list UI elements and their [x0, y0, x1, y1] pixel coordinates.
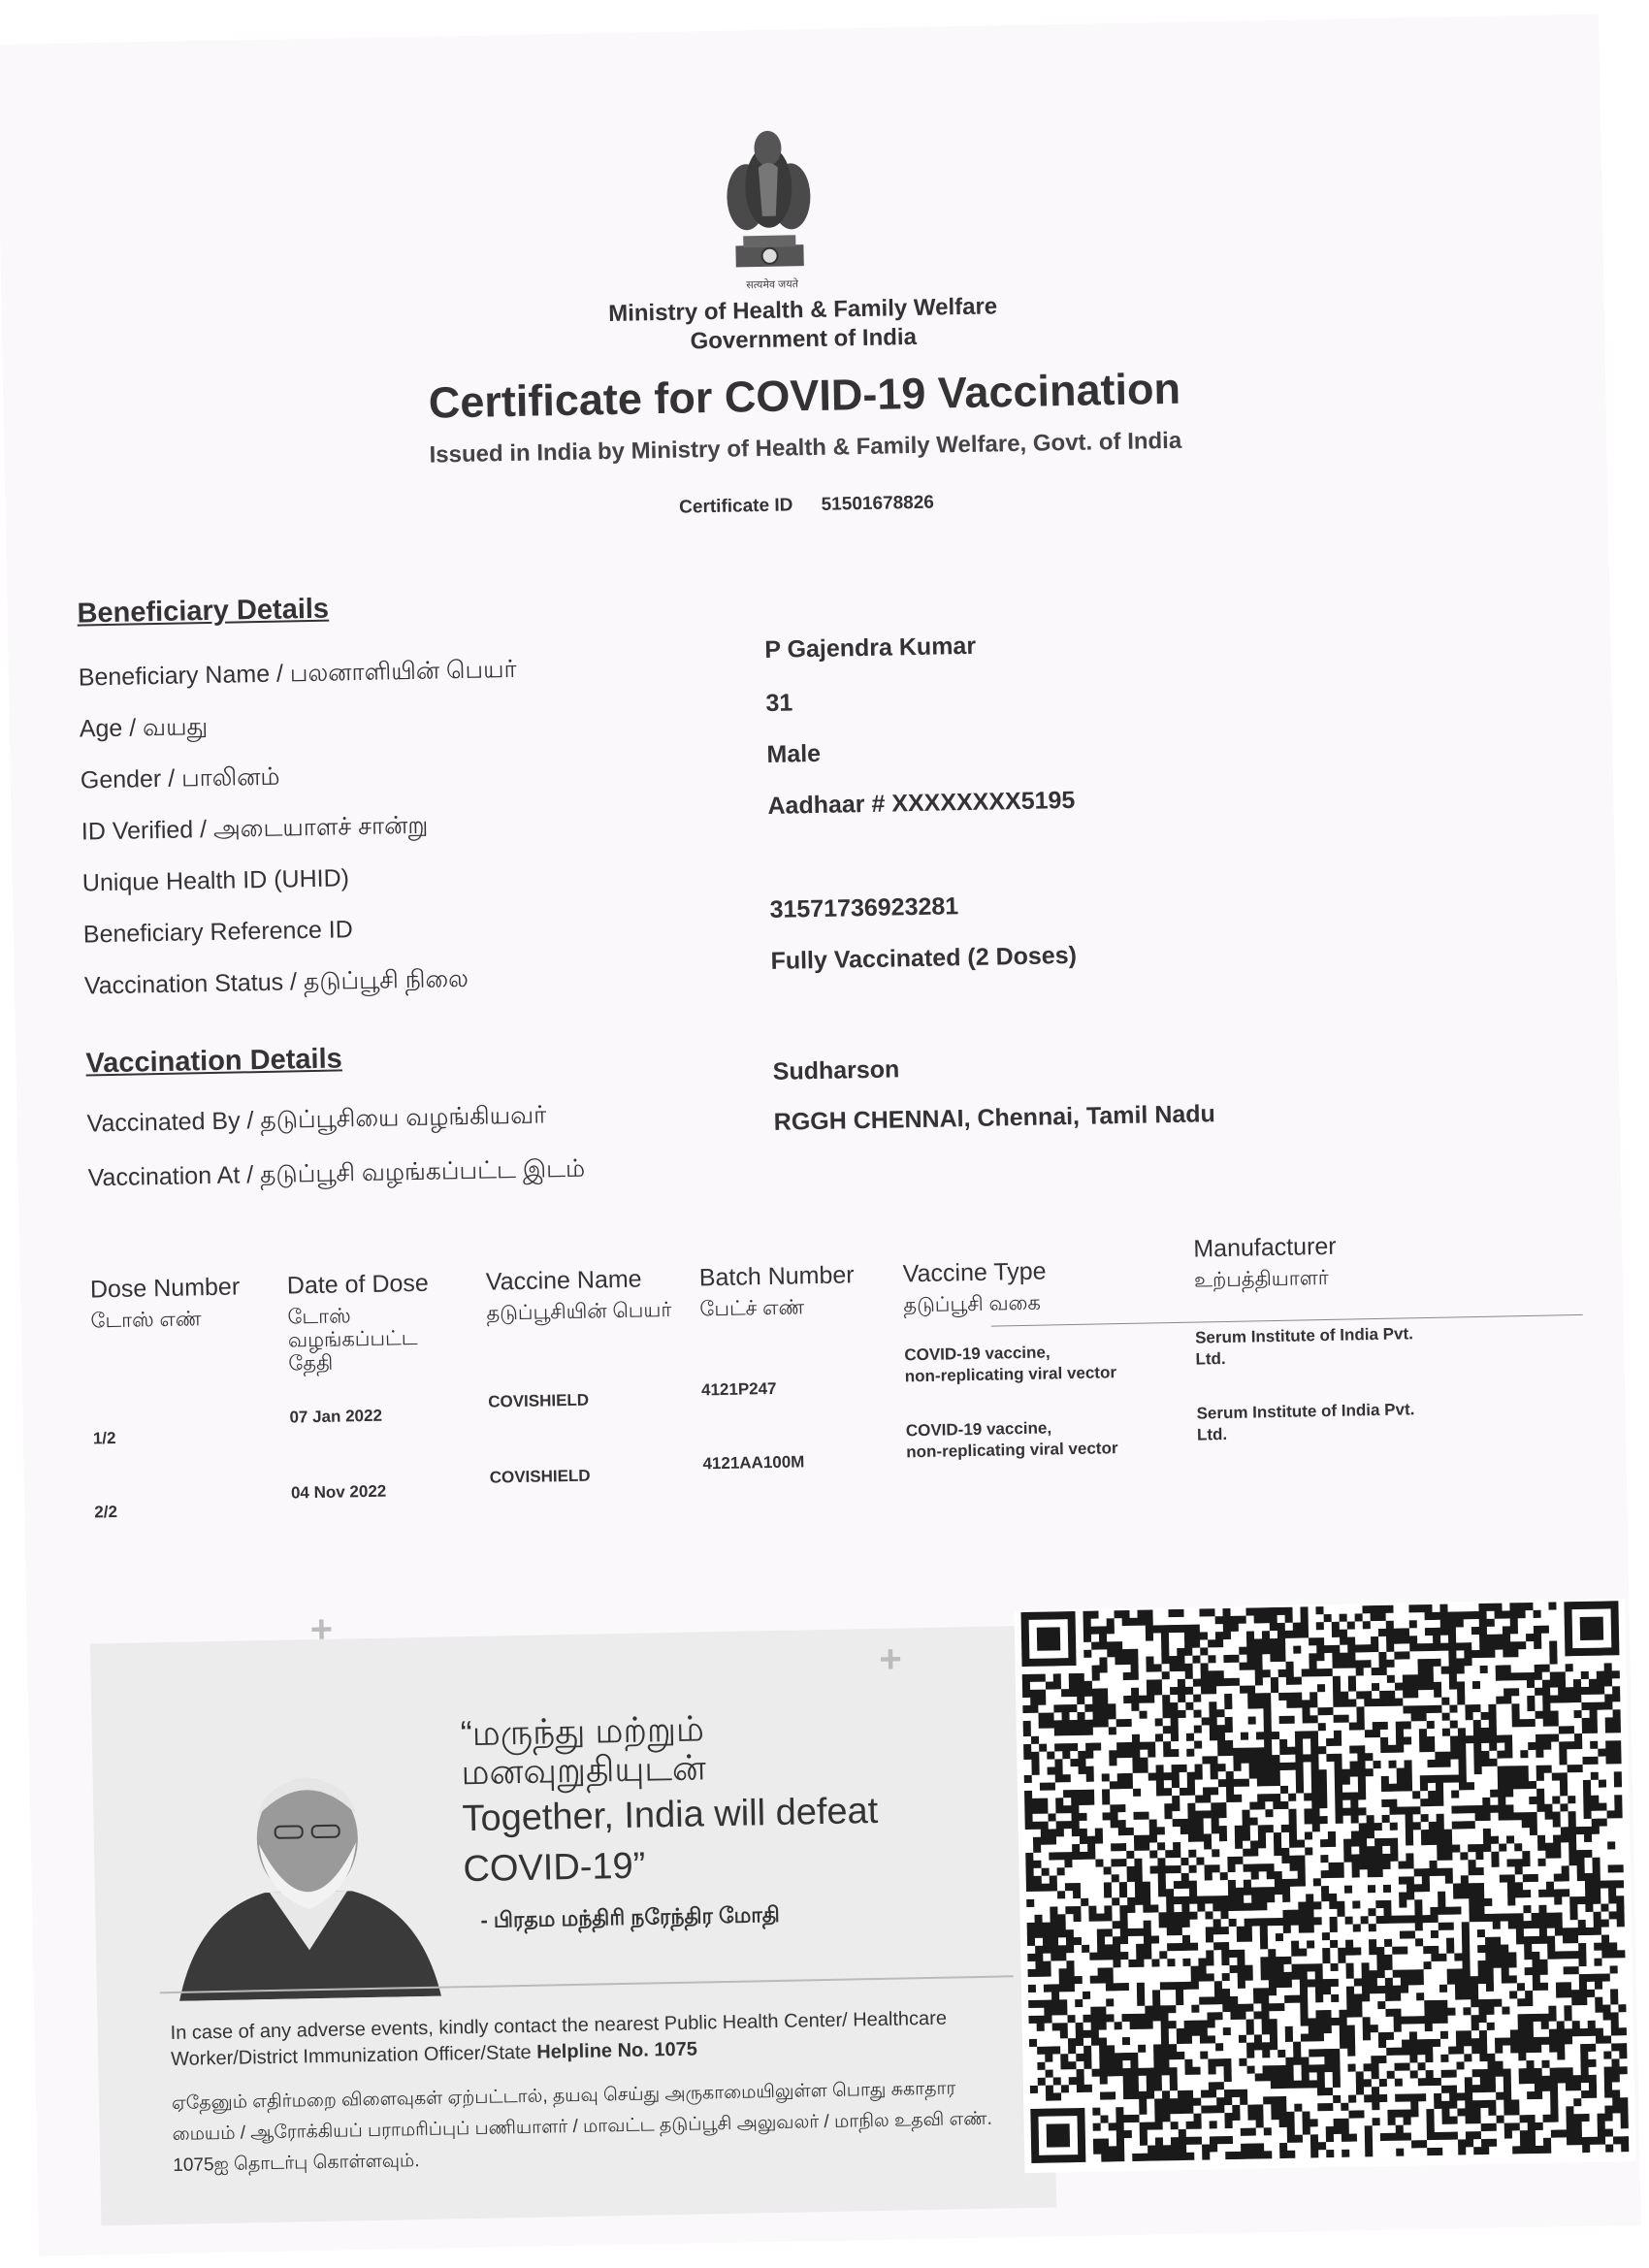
beneficiary-details-heading: Beneficiary Details	[77, 593, 330, 630]
adverse-events-notice-tamil: ஏதேனும் எதிர்மறை விளைவுகள் ஏற்பட்டால், தயவு செய்து அருகாமையிலுள்ள பொது சுகாதார மையம் / ஆரோக்கியப் பராமரிப்புப் பணியாளர் / மாவட்ட தடுப்பூசி அலுவலர் / மாநில உதவி எண். 1075ஐ தொடர்பு கொள்ளவும்.	[171, 2078, 992, 2176]
quote-tamil: “மருந்து மற்றும் மனவுறுதியுடன்	[460, 1708, 707, 1793]
vaccination-details-heading: Vaccination Details	[85, 1043, 343, 1080]
verification-qr-code	[1014, 1599, 1635, 2173]
vaccinated-by-value: Sudharson	[772, 1055, 900, 1085]
vaccination-at-label: Vaccination At / தடுப்பூசி வழங்கப்பட்ட இடம்	[87, 1154, 586, 1192]
vaccinated-by-label: Vaccinated By / தடுப்பூசியை வழங்கியவர்	[86, 1101, 547, 1138]
gender-label: Gender / பாலினம்	[80, 762, 280, 794]
manufacturer-cell: Serum Institute of India Pvt. Ltd.	[1196, 1400, 1415, 1444]
dose-number-header: Dose Number டோஸ் எண்	[89, 1273, 241, 1333]
vaccine-type-cell: COVID-19 vaccine, non-replicating viral vector	[905, 1418, 1118, 1462]
vaccine-name-cell: COVISHIELD	[488, 1390, 590, 1411]
beneficiary-reference-id-label: Beneficiary Reference ID	[82, 916, 354, 949]
vaccine-name-header: Vaccine Name தடுப்பூசியின் பெயர்	[485, 1265, 672, 1325]
batch-number-header: Batch Number பேட்ச் எண்	[698, 1261, 855, 1321]
certificate-title: Certificate for COVID-19 Vaccination	[428, 363, 1181, 428]
national-emblem-icon	[714, 118, 824, 285]
dose-number-cell: 1/2	[92, 1428, 116, 1448]
id-verified-value: Aadhaar # XXXXXXXX5195	[767, 786, 1076, 820]
adverse-events-notice-english: In case of any adverse events, kindly contact the nearest Public Health Center/ Healthcare Worker/District Immunization Officer/State Helpline No. 1075	[170, 2007, 948, 2070]
vaccination-status-value: Fully Vaccinated (2 Doses)	[770, 941, 1078, 975]
certificate-id-value: 51501678826	[821, 492, 935, 515]
manufacturer-cell: Serum Institute of India Pvt. Ltd.	[1194, 1324, 1414, 1369]
certificate-subtitle: Issued in India by Ministry of Health & Family Welfare, Govt. of India	[429, 427, 1182, 469]
beneficiary-name-value: P Gajendra Kumar	[764, 632, 977, 664]
prime-minister-portrait	[165, 1743, 451, 2001]
uhid-label: Unique Health ID (UHID)	[81, 864, 350, 897]
date-cell: 04 Nov 2022	[290, 1481, 387, 1503]
beneficiary-name-label: Beneficiary Name / பலனாளியின் பெயர்	[78, 655, 517, 692]
dose-number-cell: 2/2	[94, 1502, 118, 1522]
certificate-sheet	[0, 14, 1641, 2255]
manufacturer-header: Manufacturer உற்பத்தியாளர்	[1193, 1232, 1337, 1292]
age-value: 31	[765, 689, 793, 717]
plus-decoration-icon: +	[878, 1637, 903, 1681]
batch-number-cell: 4121P247	[700, 1378, 777, 1400]
beneficiary-reference-id-value: 31571736923281	[769, 892, 959, 923]
quote-english: Together, India will defeat COVID-19”	[462, 1790, 879, 1891]
id-verified-label: ID Verified / அடையாளச் சான்று	[81, 811, 429, 846]
qr-modules	[1020, 1601, 1629, 2163]
government-name: Government of India	[690, 323, 918, 355]
vaccine-name-cell: COVISHIELD	[489, 1466, 591, 1487]
date-of-dose-header: Date of Dose டோஸ் வழங்கப்பட்ட தேதி	[286, 1269, 430, 1376]
table-header-divider	[991, 1314, 1583, 1327]
batch-number-cell: 4121AA100M	[702, 1452, 805, 1474]
gender-value: Male	[766, 739, 822, 768]
date-cell: 07 Jan 2022	[289, 1406, 383, 1427]
age-label: Age / வயது	[79, 713, 209, 743]
vaccination-status-label: Vaccination Status / தடுப்பூசி நிலை	[83, 964, 469, 1000]
quote-attribution: - பிரதம மந்திரி நரேந்திர மோதி	[480, 1901, 781, 1932]
emblem-motto: सत्यमेव जयते	[746, 278, 799, 292]
vaccination-at-value: RGGH CHENNAI, Chennai, Tamil Nadu	[773, 1100, 1216, 1136]
plus-decoration-icon: +	[309, 1607, 334, 1652]
certificate-id-label: Certificate ID	[678, 495, 793, 518]
vaccine-type-header: Vaccine Type தடுப்பூசி வகை	[902, 1257, 1047, 1317]
ministry-name: Ministry of Health & Family Welfare	[607, 293, 998, 328]
vaccine-type-cell: COVID-19 vaccine, non-replicating viral vector	[904, 1343, 1117, 1386]
certificate-id	[5, 479, 1607, 532]
